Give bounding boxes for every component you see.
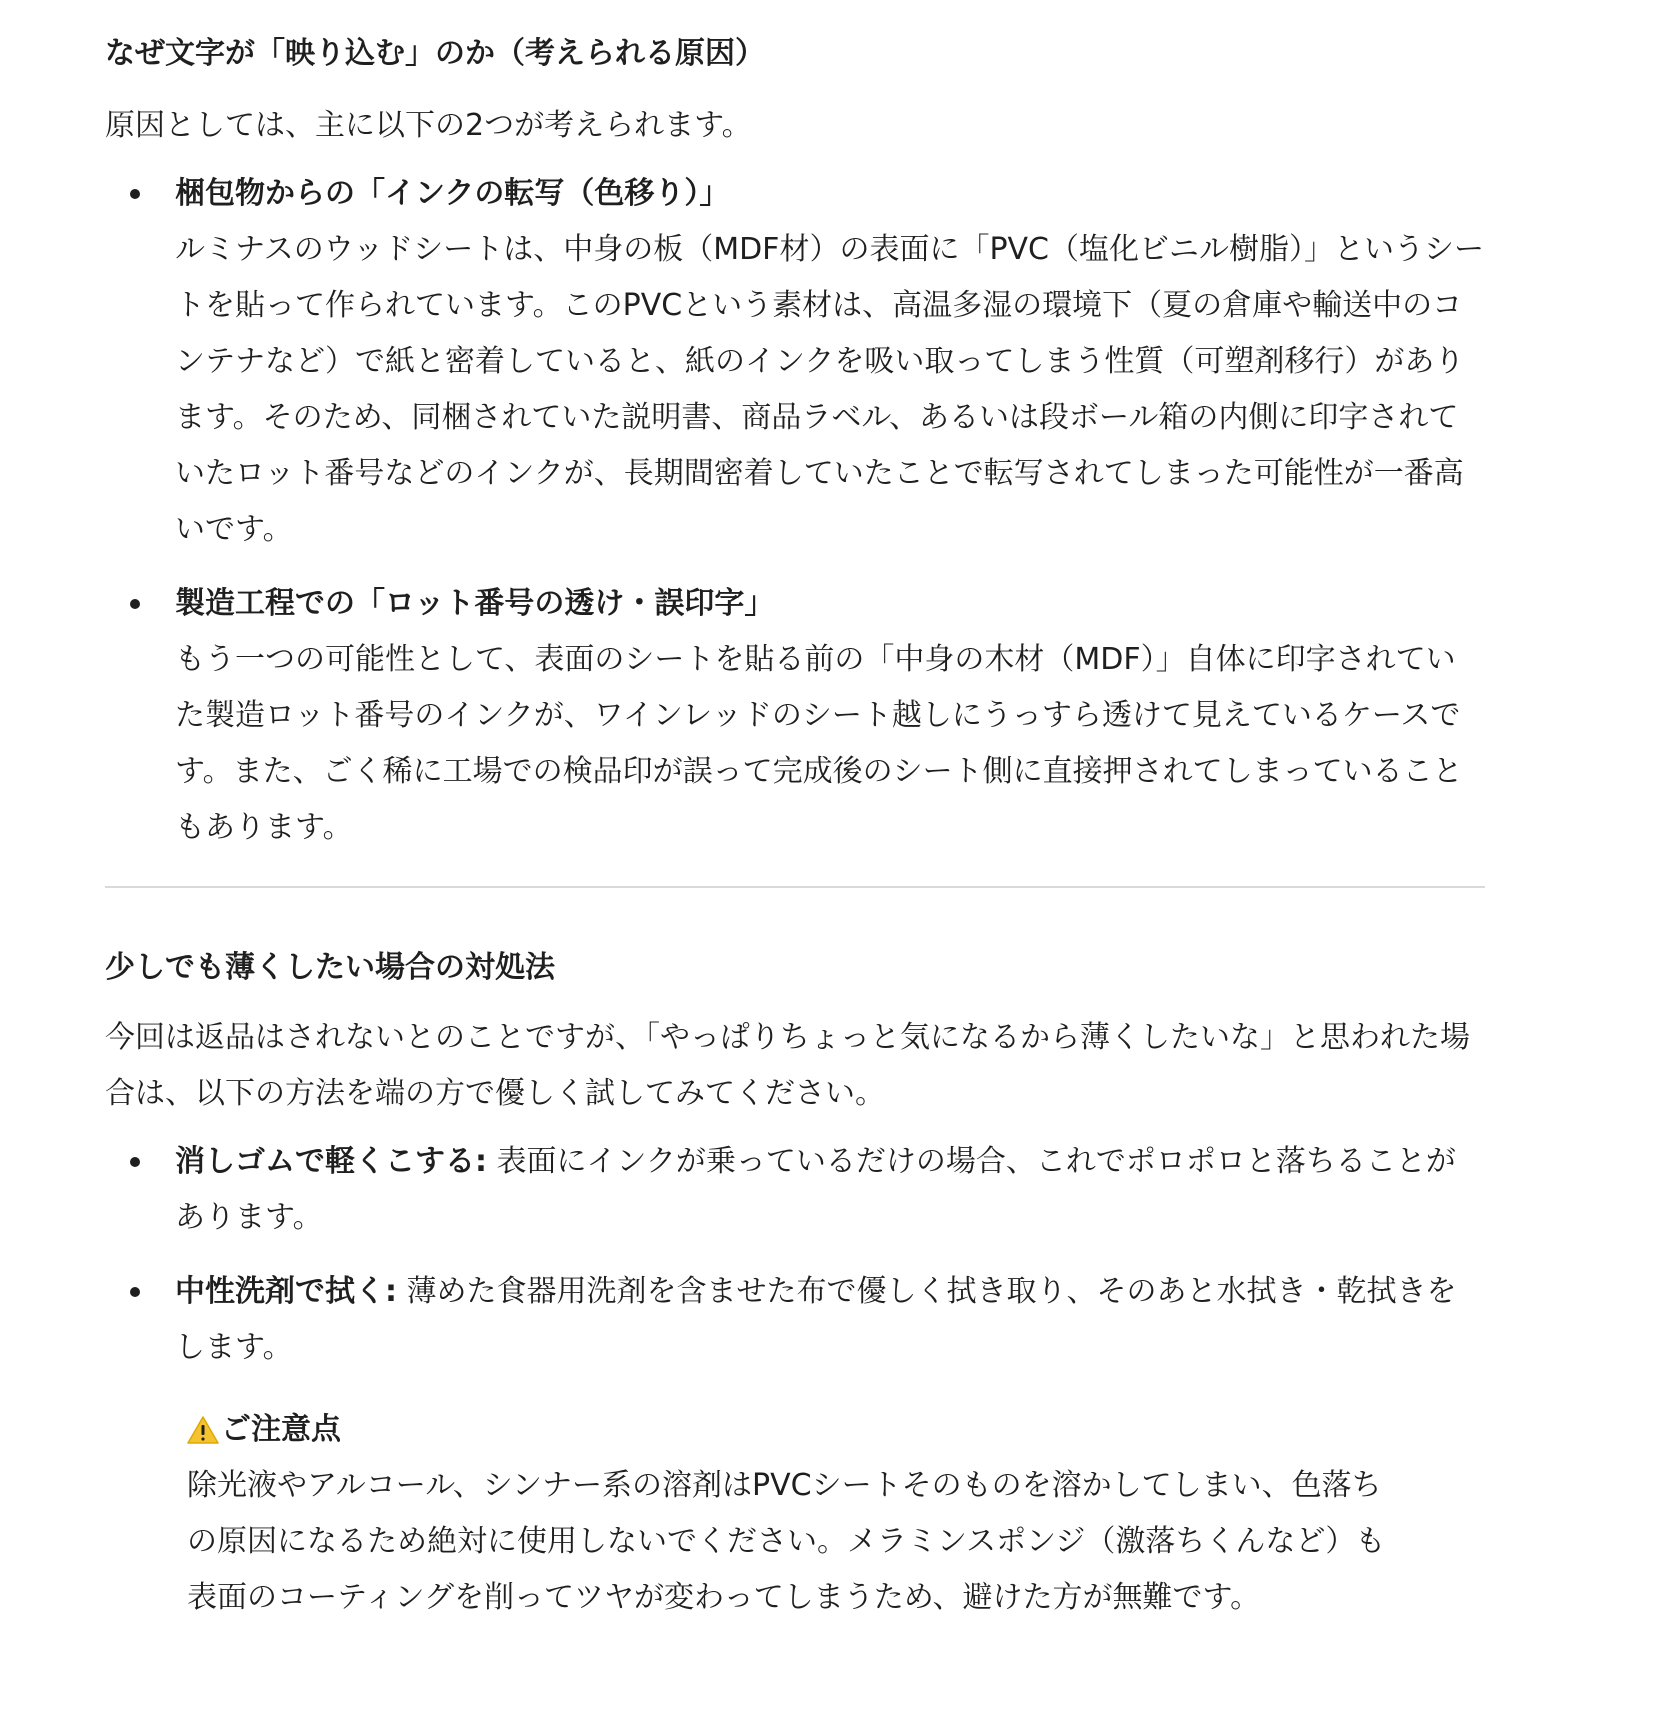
list-item-title: 製造工程での「ロット番号の透け・誤印字」: [175, 586, 775, 621]
causes-list: [105, 166, 1485, 856]
list-item-body: 薄めた食器用洗剤を含ませた布で優しく拭き取り、そのあと水拭き・乾拭きをします。: [175, 1274, 1457, 1365]
causes-intro: 原因としては、主に以下の2つが考えられます。: [105, 108, 752, 143]
remedies-intro: 今回は返品はされないとのことですが、「やっぱりちょっと気になるから薄くしたいな」と思われた場合は、以下の方法を端の方で優しく試してみてください。: [105, 1020, 1470, 1111]
section-heading-remedies: 少しでも薄くしたい場合の対処法: [105, 950, 555, 985]
list-item-title: 中性洗剤で拭く:: [175, 1274, 397, 1309]
caution-notice: [187, 1408, 1397, 1626]
list-item-title: 消しゴムで軽くこする:: [175, 1144, 487, 1179]
warning-icon: [187, 1415, 219, 1445]
bullet-icon: [130, 1287, 140, 1297]
bullet-icon: [130, 1157, 140, 1167]
section-heading-causes: なぜ文字が「映り込む」のか（考えられる原因）: [105, 36, 765, 71]
bullet-icon: [130, 599, 140, 609]
list-item-body: 表面にインクが乗っているだけの場合、これでポロポロと落ちることがあります。: [175, 1144, 1456, 1235]
notice-title-row: [187, 1408, 1397, 1452]
list-item: [105, 576, 1485, 856]
list-item-body: ルミナスのウッドシートは、中身の板（MDF材）の表面に「PVC（塩化ビニル樹脂）」というシートを貼って作られています。このPVCという素材は、高温多湿の環境下（夏の倉庫や輸送中のコンテナなど）で紙と密着していると、紙のインクを吸い取ってしまう性質（可塑剤移行）があります。そのため、同梱されていた説明書、商品ラベル、あるいは段ボール箱の内側に印字されていたロット番号などのインクが、長期間密着していたことで転写されてしまった可能性が一番高いです。: [175, 232, 1484, 547]
notice-title: ご注意点: [221, 1412, 341, 1447]
list-item: [105, 1134, 1485, 1246]
list-item-body: もう一つの可能性として、表面のシートを貼る前の「中身の木材（MDF）」自体に印字されていた製造ロット番号のインクが、ワインレッドのシート越しにうっすら透けて見えているケースです。また、ごく稀に工場での検品印が誤って完成後のシート側に直接押されてしまっていることもあります。: [175, 642, 1463, 845]
section-divider: [105, 886, 1485, 888]
bullet-icon: [130, 189, 140, 199]
list-item: [105, 166, 1485, 558]
list-item: [105, 1264, 1485, 1376]
list-item-title: 梱包物からの「インクの転写（色移り）」: [175, 176, 730, 211]
remedies-list: [105, 1134, 1485, 1376]
notice-body: 除光液やアルコール、シンナー系の溶剤はPVCシートそのものを溶かしてしまい、色落ちの原因になるため絶対に使用しないでください。メラミンスポンジ（激落ちくんなど）も表面のコーティングを削ってツヤが変わってしまうため、避けた方が無難です。: [187, 1468, 1386, 1615]
